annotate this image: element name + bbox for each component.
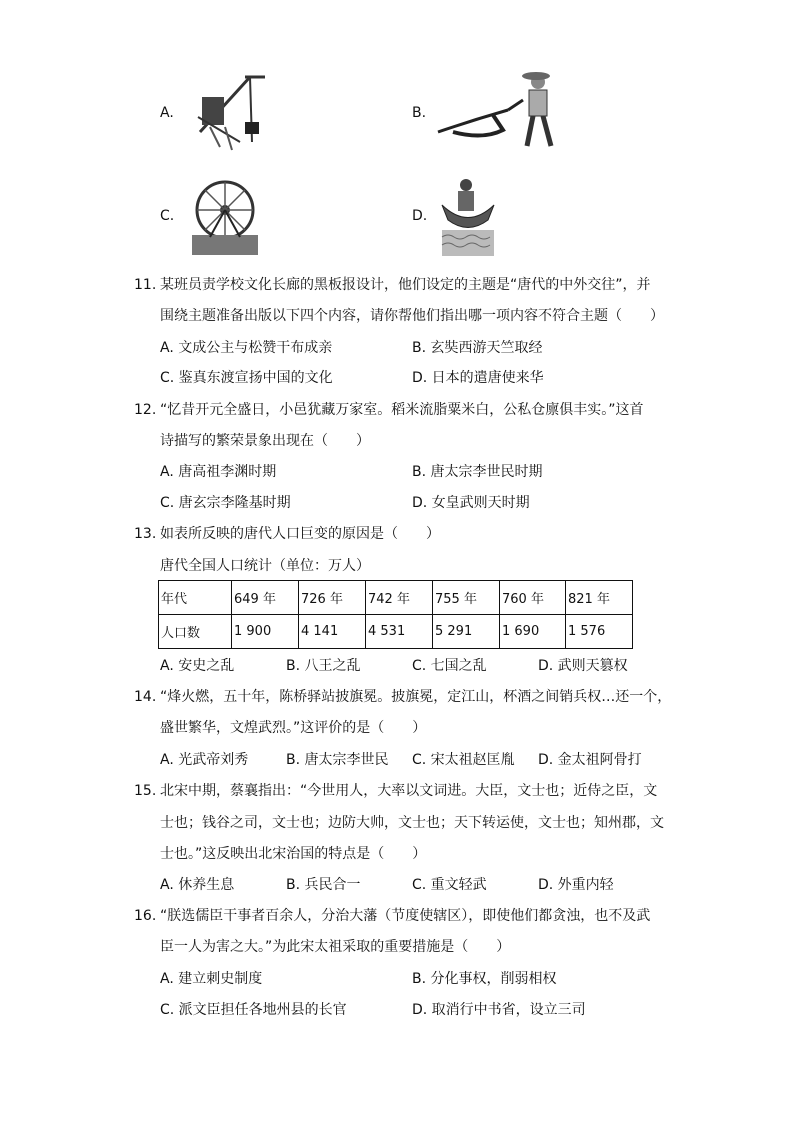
question-text: 某班员责学校文化长廊的黑板报设计，他们设定的主题是“唐代的中外交往”，并 bbox=[160, 277, 651, 293]
option-a[interactable]: A. 唐高祖李渊时期 bbox=[160, 464, 277, 480]
option-b-image bbox=[433, 70, 563, 150]
table-caption: 唐代全国人口统计（单位：万人） bbox=[160, 558, 370, 574]
option-b-label: B. bbox=[412, 105, 427, 121]
option-a[interactable]: A. 文成公主与松赞干布成亲 bbox=[160, 340, 333, 356]
question-number: 16. bbox=[134, 908, 157, 924]
option-d-image bbox=[438, 175, 498, 257]
question-text: 士也。”这反映出北宋治国的特点是（ ） bbox=[160, 846, 427, 862]
option-d[interactable]: D. 日本的遣唐使来华 bbox=[412, 370, 544, 386]
question-text: “烽火燃，五十年，陈桥驿站披旗冕。披旗冕，定江山，杯酒之间销兵权…还一个， bbox=[160, 689, 672, 705]
option-a-image bbox=[190, 72, 270, 152]
population-table bbox=[158, 580, 633, 649]
table-row bbox=[159, 581, 633, 615]
question-number: 14. bbox=[134, 689, 157, 705]
question-text: 盛世繁华，文煌武烈。”这评价的是（ ） bbox=[160, 720, 427, 736]
table-cell: 742 年 bbox=[366, 581, 433, 615]
option-c[interactable]: C. 鉴真东渡宣扬中国的文化 bbox=[160, 370, 333, 386]
option-c[interactable]: C. 宋太祖赵匡胤 bbox=[412, 752, 515, 768]
question-text: 北宋中期，蔡襄指出：“今世用人，大率以文词进。大臣，文士也；近侍之臣，文 bbox=[160, 783, 658, 799]
question-number: 15. bbox=[134, 783, 157, 799]
table-cell: 人口数 bbox=[159, 615, 232, 649]
table-row bbox=[159, 615, 633, 649]
option-d[interactable]: D. 武则天篡权 bbox=[538, 658, 628, 674]
question-text: 士也；钱谷之司，文士也；边防大帅，文士也；天下转运使，文士也；知州郡，文 bbox=[160, 815, 664, 831]
table-cell: 5 291 bbox=[433, 615, 500, 649]
question-text: 诗描写的繁荣景象出现在（ ） bbox=[160, 433, 370, 449]
question-text: “忆昔开元全盛日，小邑犹藏万家室。稻米流脂粟米白，公私仓廪俱丰实。”这首 bbox=[160, 402, 644, 418]
option-d-label: D. bbox=[412, 208, 428, 224]
option-d[interactable]: D. 金太祖阿骨打 bbox=[538, 752, 642, 768]
option-c[interactable]: C. 唐玄宗李隆基时期 bbox=[160, 495, 291, 511]
option-a[interactable]: A. 休养生息 bbox=[160, 877, 235, 893]
table-cell: 1 900 bbox=[232, 615, 299, 649]
option-c[interactable]: C. 七国之乱 bbox=[412, 658, 487, 674]
table-cell: 649 年 bbox=[232, 581, 299, 615]
question-text: 如表所反映的唐代人口巨变的原因是（ ） bbox=[160, 526, 440, 542]
option-b[interactable]: B. 玄奘西游天竺取经 bbox=[412, 340, 543, 356]
table-cell: 4 531 bbox=[366, 615, 433, 649]
option-c[interactable]: C. 重文轻武 bbox=[412, 877, 487, 893]
question-number: 13. bbox=[134, 526, 157, 542]
table-cell: 4 141 bbox=[299, 615, 366, 649]
option-d[interactable]: D. 外重内轻 bbox=[538, 877, 614, 893]
table-cell: 726 年 bbox=[299, 581, 366, 615]
option-c-label: C. bbox=[160, 208, 175, 224]
option-b[interactable]: B. 唐太宗李世民时期 bbox=[412, 464, 543, 480]
question-text: 臣一人为害之大。”为此宋太祖采取的重要措施是（ ） bbox=[160, 939, 511, 955]
table-cell: 1 576 bbox=[566, 615, 633, 649]
table-cell: 821 年 bbox=[566, 581, 633, 615]
question-number: 12. bbox=[134, 402, 157, 418]
table-cell: 年代 bbox=[159, 581, 232, 615]
question-text: 围绕主题准备出版以下四个内容，请你帮他们指出哪一项内容不符合主题（ ） bbox=[160, 308, 664, 324]
option-d[interactable]: D. 女皇武则天时期 bbox=[412, 495, 530, 511]
table-cell: 1 690 bbox=[500, 615, 566, 649]
question-text: “朕选儒臣干事者百余人，分治大藩（节度使辖区），即使他们都贪浊，也不及武 bbox=[160, 908, 651, 924]
option-b[interactable]: B. 兵民合一 bbox=[286, 877, 361, 893]
table-cell: 755 年 bbox=[433, 581, 500, 615]
option-b[interactable]: B. 唐太宗李世民 bbox=[286, 752, 389, 768]
option-a[interactable]: A. 光武帝刘秀 bbox=[160, 752, 249, 768]
option-a[interactable]: A. 建立刺史制度 bbox=[160, 971, 263, 987]
question-number: 11. bbox=[134, 277, 157, 293]
option-c[interactable]: C. 派文臣担任各地州县的长官 bbox=[160, 1002, 347, 1018]
option-b[interactable]: B. 分化事权，削弱相权 bbox=[412, 971, 557, 987]
option-a-label: A. bbox=[160, 105, 174, 121]
table-cell: 760 年 bbox=[500, 581, 566, 615]
option-d[interactable]: D. 取消行中书省，设立三司 bbox=[412, 1002, 586, 1018]
option-c-image bbox=[190, 175, 260, 257]
option-b[interactable]: B. 八王之乱 bbox=[286, 658, 361, 674]
option-a[interactable]: A. 安史之乱 bbox=[160, 658, 235, 674]
